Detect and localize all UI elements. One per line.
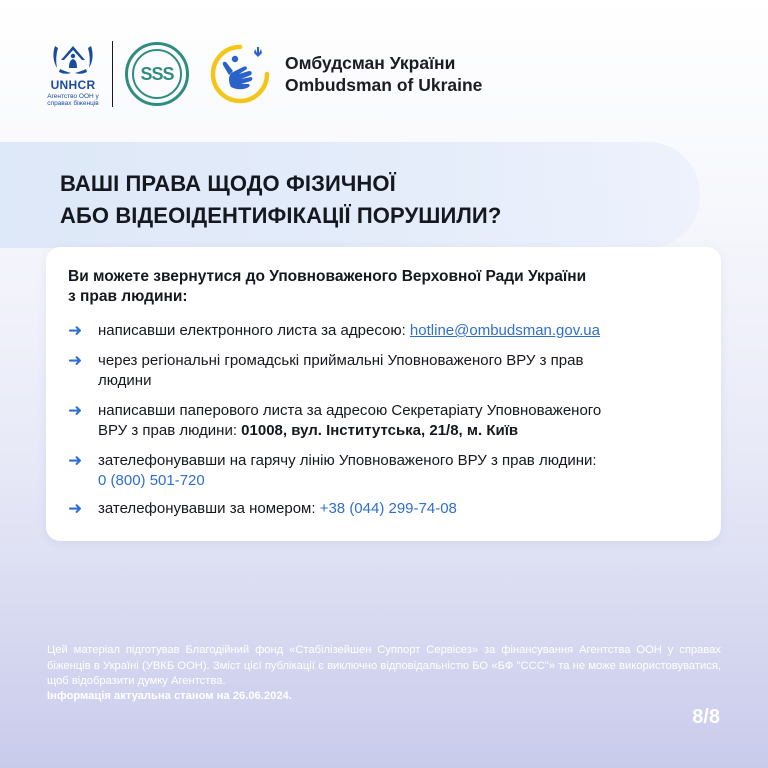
email-label: написавши електронного листа за адресою: xyxy=(98,322,410,339)
letter-line1: написавши паперового листа за адресою Секретаріату Уповноваженого xyxy=(98,402,602,419)
header-logos xyxy=(44,38,482,110)
list-item-text xyxy=(98,351,698,391)
footer-disclaimer: Цей матеріал підготував Благодійний фонд «Стабілізейшен Суппорт Сервісез» за фінансування Агентства ООН у справах біженців в Україні (УВКБ ООН). Зміст цієї публікації є виключно відповідальністю БО «БФ "ССС"» та не може використовуватися, щоб відобразити думку Агентства. xyxy=(47,644,721,688)
phone-link[interactable]: +38 (044) 299-74-08 xyxy=(319,500,457,517)
list-item-hotline xyxy=(68,451,698,491)
unhcr-subtitle-line2: справах біженців xyxy=(47,99,99,107)
sss-logo xyxy=(125,42,189,106)
arrow-right-icon: ➜ xyxy=(68,451,83,470)
hotline-phone-link[interactable]: 0 (800) 501-720 xyxy=(98,472,205,489)
list-item-text xyxy=(98,451,698,491)
list-item-text xyxy=(98,321,698,341)
footer-date-note: Інформація актуальна станом на 26.06.2024. xyxy=(47,690,292,702)
unhcr-name: UNHCR xyxy=(50,77,96,92)
card-intro xyxy=(68,267,688,307)
arrow-right-icon: ➜ xyxy=(68,401,83,420)
list-item-reception xyxy=(68,351,698,391)
logo-divider xyxy=(112,41,113,107)
arrow-right-icon: ➜ xyxy=(68,321,83,340)
unhcr-emblem-icon xyxy=(51,42,95,76)
sss-logo-text: SSS xyxy=(132,49,182,99)
ombudsman-name xyxy=(285,52,482,96)
unhcr-subtitle xyxy=(47,93,99,107)
arrow-right-icon: ➜ xyxy=(68,351,83,370)
card-intro-line1: Ви можете звернутися до Уповноваженого Верховної Ради України xyxy=(68,268,587,285)
reception-line2: людини xyxy=(98,372,152,389)
ombudsman-hand-icon xyxy=(209,43,271,105)
list-item-letter xyxy=(68,401,698,441)
unhcr-logo xyxy=(44,42,102,107)
postal-address: 01008, вул. Інститутська, 21/8, м. Київ xyxy=(241,422,519,439)
letter-line2: ВРУ з прав людини: xyxy=(98,422,242,439)
list-item-phone xyxy=(68,499,698,519)
reception-line1: через регіональні громадські приймальні Уповноваженого ВРУ з прав xyxy=(98,352,584,369)
info-card xyxy=(46,247,721,541)
page-title-line2: АБО ВІДЕОІДЕНТИФІКАЦІЇ ПОРУШИЛИ? xyxy=(60,203,502,228)
phone-label: зателефонувавши за номером: xyxy=(98,500,320,517)
page-title-line1: ВАШІ ПРАВА ЩОДО ФІЗИЧНОЇ xyxy=(60,171,396,196)
hotline-line1: зателефонувавши на гарячу лінію Уповноваженого ВРУ з прав людини: xyxy=(98,452,597,469)
list-item-text xyxy=(98,401,698,441)
ombudsman-name-en: Ombudsman of Ukraine xyxy=(285,75,483,95)
ombudsman-name-ua: Омбудсман України xyxy=(285,53,456,73)
unhcr-subtitle-line1: Агентство ООН у xyxy=(47,92,99,100)
list-item-email xyxy=(68,321,698,341)
arrow-right-icon: ➜ xyxy=(68,499,83,518)
page-title xyxy=(60,168,501,232)
list-item-text xyxy=(98,499,698,519)
email-link[interactable]: hotline@ombudsman.gov.ua xyxy=(409,322,600,339)
page-number: 8/8 xyxy=(692,706,720,728)
card-intro-line2: з прав людини: xyxy=(68,288,188,305)
